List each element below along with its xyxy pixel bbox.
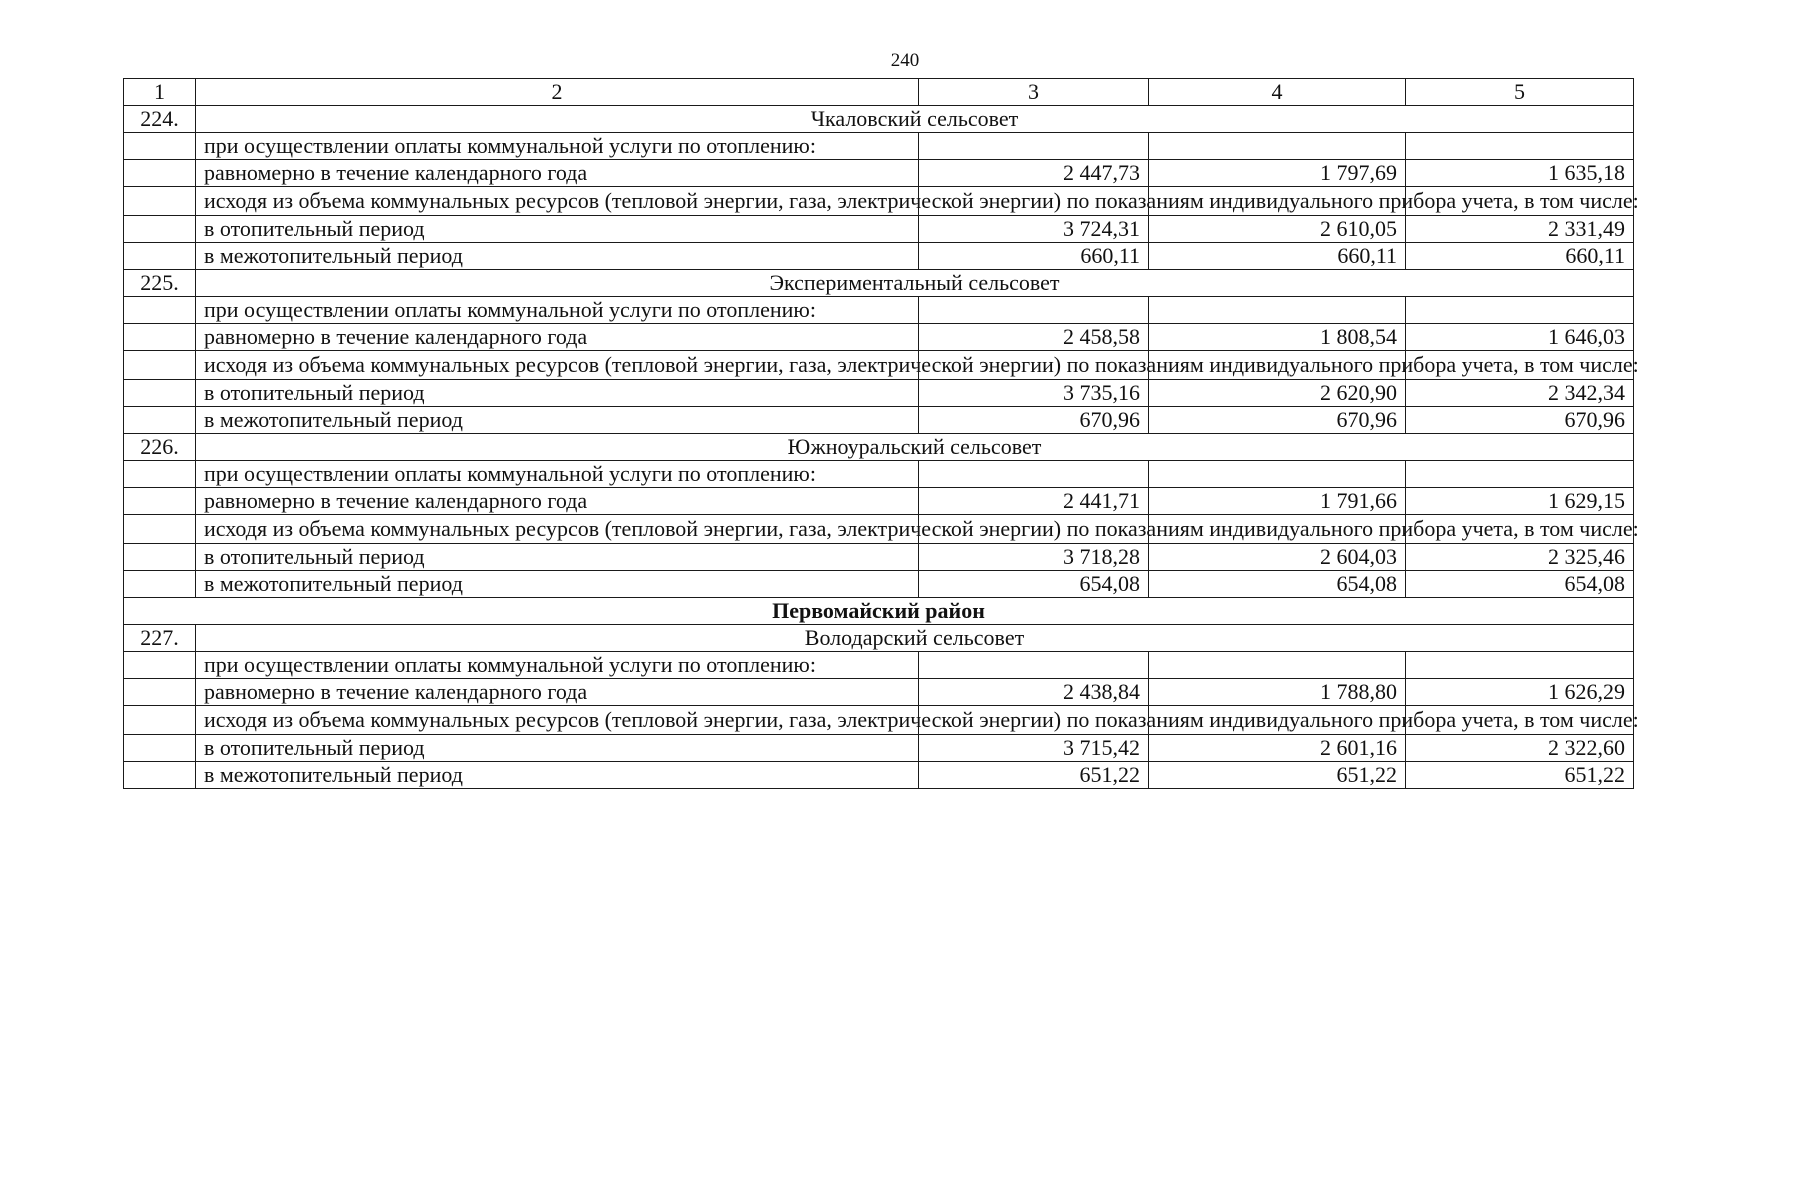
column-header-4: 4 — [1149, 79, 1406, 106]
section-name: Володарский сельсовет — [196, 625, 1634, 652]
value-cell-col5: 670,96 — [1406, 407, 1634, 434]
value-cell-col3: 670,96 — [919, 407, 1149, 434]
empty-cell — [1149, 297, 1406, 324]
table-row — [124, 351, 1634, 380]
row-label: в отопительный период — [196, 544, 919, 571]
section-title-row — [124, 270, 1634, 297]
table-header-row — [124, 79, 1634, 106]
empty-cell — [1149, 133, 1406, 160]
empty-cell — [124, 461, 196, 488]
empty-cell — [124, 544, 196, 571]
table-row — [124, 762, 1634, 789]
table-row — [124, 297, 1634, 324]
row-label: в межотопительный период — [196, 571, 919, 598]
row-label: равномерно в течение календарного года — [196, 488, 919, 515]
empty-cell — [124, 216, 196, 243]
table-row — [124, 488, 1634, 515]
value-cell-col4: 1 791,66 — [1149, 488, 1406, 515]
value-cell-col4: 654,08 — [1149, 571, 1406, 598]
section-name: Экспериментальный сельсовет — [196, 270, 1634, 297]
empty-cell — [1149, 652, 1406, 679]
value-cell-col3: 3 715,42 — [919, 735, 1149, 762]
table-row — [124, 187, 1634, 216]
table-row — [124, 544, 1634, 571]
row-label: равномерно в течение календарного года — [196, 679, 919, 706]
empty-cell — [124, 515, 196, 544]
value-cell-col5: 1 629,15 — [1406, 488, 1634, 515]
section-name: Южноуральский сельсовет — [196, 434, 1634, 461]
row-label: исходя из объема коммунальных ресурсов (тепловой энергии, газа, электрической энергии) по показаниям индивидуального прибора учета, в том числе: — [196, 351, 919, 380]
table-row — [124, 133, 1634, 160]
empty-cell — [124, 243, 196, 270]
row-label: при осуществлении оплаты коммунальной услуги по отоплению: — [196, 461, 919, 488]
section-name: Чкаловский сельсовет — [196, 106, 1634, 133]
row-label: при осуществлении оплаты коммунальной услуги по отоплению: — [196, 652, 919, 679]
row-label: исходя из объема коммунальных ресурсов (тепловой энергии, газа, электрической энергии) по показаниям индивидуального прибора учета, в том числе: — [196, 706, 919, 735]
table-row — [124, 461, 1634, 488]
value-cell-col4: 660,11 — [1149, 243, 1406, 270]
value-cell-col4: 651,22 — [1149, 762, 1406, 789]
empty-cell — [124, 488, 196, 515]
tariff-table-body — [124, 79, 1639, 789]
value-cell-col3: 654,08 — [919, 571, 1149, 598]
value-cell-col5: 2 342,34 — [1406, 380, 1634, 407]
table-row — [124, 652, 1634, 679]
row-label: при осуществлении оплаты коммунальной услуги по отоплению: — [196, 133, 919, 160]
value-cell-col4: 2 610,05 — [1149, 216, 1406, 243]
table-row — [124, 160, 1634, 187]
row-label: в отопительный период — [196, 735, 919, 762]
value-cell-col3: 3 718,28 — [919, 544, 1149, 571]
empty-cell — [919, 297, 1149, 324]
value-cell-col4: 1 808,54 — [1149, 324, 1406, 351]
empty-cell — [124, 407, 196, 434]
value-cell-col4: 670,96 — [1149, 407, 1406, 434]
value-cell-col4: 1 797,69 — [1149, 160, 1406, 187]
value-cell-col3: 3 724,31 — [919, 216, 1149, 243]
column-header-3: 3 — [919, 79, 1149, 106]
value-cell-col3: 660,11 — [919, 243, 1149, 270]
value-cell-col5: 660,11 — [1406, 243, 1634, 270]
empty-cell — [124, 324, 196, 351]
value-cell-col3: 3 735,16 — [919, 380, 1149, 407]
empty-cell — [919, 133, 1149, 160]
column-header-5: 5 — [1406, 79, 1634, 106]
value-cell-col5: 2 325,46 — [1406, 544, 1634, 571]
column-header-2: 2 — [196, 79, 919, 106]
value-cell-col4: 2 601,16 — [1149, 735, 1406, 762]
empty-cell — [124, 706, 196, 735]
row-label: равномерно в течение календарного года — [196, 324, 919, 351]
row-label: в межотопительный период — [196, 243, 919, 270]
table-row — [124, 515, 1634, 544]
empty-cell — [919, 652, 1149, 679]
section-title-row — [124, 434, 1634, 461]
table-row — [124, 571, 1634, 598]
empty-cell — [1406, 297, 1634, 324]
column-header-1: 1 — [124, 79, 196, 106]
empty-cell — [124, 652, 196, 679]
empty-cell — [124, 351, 196, 380]
value-cell-col4: 1 788,80 — [1149, 679, 1406, 706]
value-cell-col5: 651,22 — [1406, 762, 1634, 789]
value-cell-col5: 1 626,29 — [1406, 679, 1634, 706]
empty-cell — [124, 187, 196, 216]
table-row — [124, 407, 1634, 434]
row-label: при осуществлении оплаты коммунальной услуги по отоплению: — [196, 297, 919, 324]
section-number: 227. — [124, 625, 196, 652]
page-number: 240 — [890, 50, 920, 71]
row-label: исходя из объема коммунальных ресурсов (тепловой энергии, газа, электрической энергии) по показаниям индивидуального прибора учета, в том числе: — [196, 515, 919, 544]
section-number: 224. — [124, 106, 196, 133]
table-row — [124, 216, 1634, 243]
value-cell-col3: 2 438,84 — [919, 679, 1149, 706]
district-heading-row — [124, 598, 1634, 625]
value-cell-col3: 651,22 — [919, 762, 1149, 789]
row-label: в отопительный период — [196, 380, 919, 407]
row-label: равномерно в течение календарного года — [196, 160, 919, 187]
empty-cell — [124, 133, 196, 160]
row-label: в отопительный период — [196, 216, 919, 243]
section-title-row — [124, 625, 1634, 652]
value-cell-col4: 2 604,03 — [1149, 544, 1406, 571]
empty-cell — [1406, 133, 1634, 160]
value-cell-col3: 2 458,58 — [919, 324, 1149, 351]
empty-cell — [919, 461, 1149, 488]
empty-cell — [1149, 461, 1406, 488]
value-cell-col5: 2 322,60 — [1406, 735, 1634, 762]
table-row — [124, 243, 1634, 270]
empty-cell — [1406, 461, 1634, 488]
table-row — [124, 380, 1634, 407]
table-row — [124, 735, 1634, 762]
value-cell-col3: 2 447,73 — [919, 160, 1149, 187]
row-label: исходя из объема коммунальных ресурсов (тепловой энергии, газа, электрической энергии) по показаниям индивидуального прибора учета, в том числе: — [196, 187, 919, 216]
tariff-table — [123, 78, 1639, 789]
empty-cell — [124, 571, 196, 598]
row-label: в межотопительный период — [196, 762, 919, 789]
table-row — [124, 679, 1634, 706]
value-cell-col5: 654,08 — [1406, 571, 1634, 598]
value-cell-col4: 2 620,90 — [1149, 380, 1406, 407]
empty-cell — [124, 297, 196, 324]
empty-cell — [124, 762, 196, 789]
empty-cell — [1406, 652, 1634, 679]
value-cell-col5: 1 635,18 — [1406, 160, 1634, 187]
empty-cell — [124, 735, 196, 762]
district-heading: Первомайский район — [124, 598, 1634, 625]
section-number: 226. — [124, 434, 196, 461]
table-row — [124, 706, 1634, 735]
empty-cell — [124, 160, 196, 187]
section-number: 225. — [124, 270, 196, 297]
section-title-row — [124, 106, 1634, 133]
table-row — [124, 324, 1634, 351]
value-cell-col5: 1 646,03 — [1406, 324, 1634, 351]
row-label: в межотопительный период — [196, 407, 919, 434]
empty-cell — [124, 679, 196, 706]
empty-cell — [124, 380, 196, 407]
value-cell-col3: 2 441,71 — [919, 488, 1149, 515]
value-cell-col5: 2 331,49 — [1406, 216, 1634, 243]
